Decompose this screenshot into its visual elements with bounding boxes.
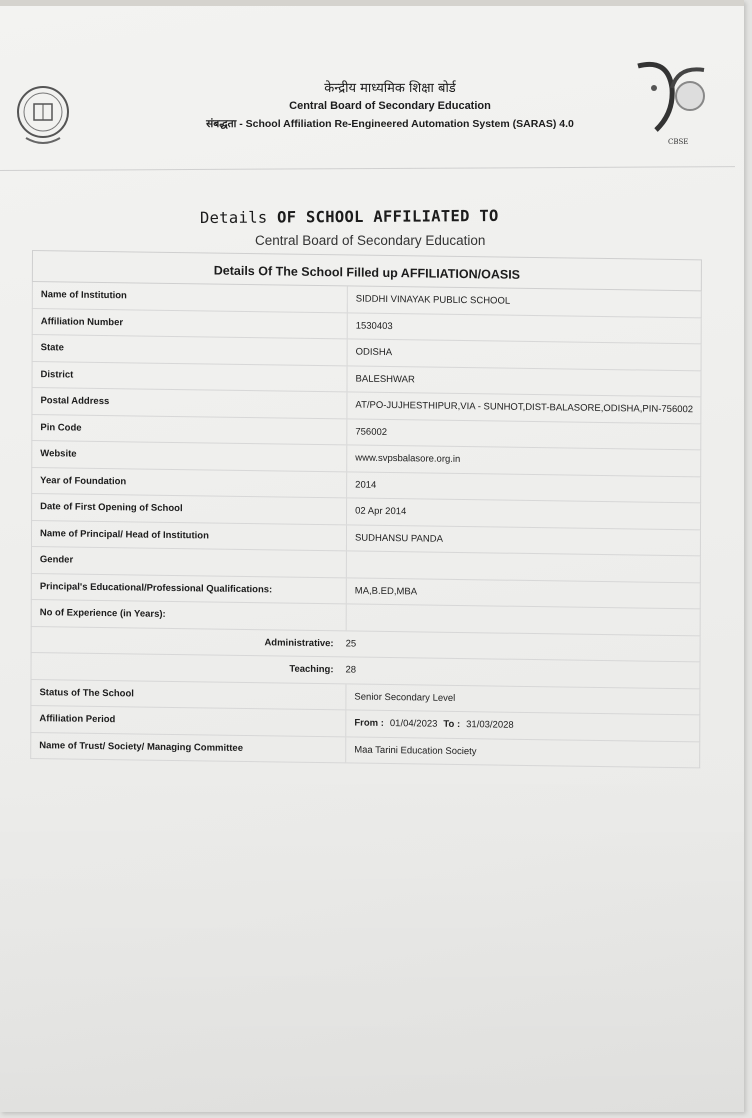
document-subtitle: Central Board of Secondary Education xyxy=(255,233,486,248)
field-value: ODISHA xyxy=(355,346,393,359)
cbse-emblem-logo xyxy=(14,80,72,152)
field-label: Status of The School xyxy=(31,680,346,710)
field-value: Senior Secondary Level xyxy=(354,691,456,704)
right-logo-text: CBSE xyxy=(668,138,689,146)
field-label: Name of Institution xyxy=(33,282,348,312)
field-label: Name of Trust/ Society/ Managing Committee xyxy=(31,733,346,763)
field-value: 1530403 xyxy=(355,320,393,332)
page-shadow xyxy=(0,760,744,1112)
field-value: Maa Tarini Education Society xyxy=(354,744,477,758)
field-label: Gender xyxy=(32,547,347,577)
field-value: 02 Apr 2014 xyxy=(355,505,407,518)
field-label: Affiliation Period xyxy=(31,706,346,736)
field-value: 2014 xyxy=(355,479,377,491)
field-value: SIDDHI VINAYAK PUBLIC SCHOOL xyxy=(355,293,511,307)
affiliation-period-to-value: 31/03/2028 xyxy=(466,719,514,732)
affiliation-period-to-label: To : xyxy=(443,719,461,731)
field-value: 756002 xyxy=(355,426,388,438)
field-label: Date of First Opening of School xyxy=(32,494,347,524)
cbse-anniversary-logo xyxy=(628,58,712,152)
field-label: Principal's Educational/Professional Qualifications: xyxy=(32,574,347,604)
school-details-table xyxy=(30,250,702,768)
field-label: Name of Principal/ Head of Institution xyxy=(32,521,347,551)
field-value xyxy=(347,551,700,581)
field-label: District xyxy=(33,362,348,392)
field-label: No of Experience (in Years): xyxy=(32,600,347,630)
affiliation-period-from-label: From : xyxy=(354,717,384,730)
board-name: Central Board of Secondary Education xyxy=(289,100,491,112)
field-label: State xyxy=(33,335,348,365)
field-label: Website xyxy=(32,441,347,471)
field-label: Administrative: xyxy=(264,637,334,649)
page-top-edge xyxy=(0,0,744,6)
document-title-part1: Details xyxy=(199,208,278,228)
header-divider xyxy=(0,166,735,171)
field-value xyxy=(346,710,699,740)
field-value: www.svpsbalasore.org.in xyxy=(355,452,461,466)
field-value: BALESHWAR xyxy=(355,373,415,386)
field-value: SUDHANSU PANDA xyxy=(354,532,443,545)
field-label: Affiliation Number xyxy=(33,309,348,339)
field-label: Year of Foundation xyxy=(32,468,347,498)
field-value: 28 xyxy=(345,664,357,676)
document-title-part2: OF SCHOOL AFFILIATED TO xyxy=(277,206,499,227)
field-value: MA,B.ED,MBA xyxy=(354,585,418,598)
field-value: AT/PO-JUJHESTHIPUR,VIA - SUNHOT,DIST-BALASORE,ODISHA,PIN-756002 xyxy=(355,399,694,416)
board-name-hindi: केन्द्रीय माध्यमिक शिक्षा बोर्ड xyxy=(324,81,456,96)
field-label: Pin Code xyxy=(32,415,347,445)
field-value: 25 xyxy=(345,638,357,650)
table-body xyxy=(30,282,702,768)
field-value xyxy=(347,604,700,634)
document-title xyxy=(200,207,499,227)
table-title: Details Of The School Filled up AFFILIATION/OASIS xyxy=(32,250,702,291)
affiliation-period-from-value: 01/04/2023 xyxy=(389,718,438,730)
field-label: Teaching: xyxy=(289,663,334,676)
saras-system-line: संबद्धता - School Affiliation Re-Engineered Automation System (SARAS) 4.0 xyxy=(206,118,574,130)
field-label: Postal Address xyxy=(32,388,347,418)
